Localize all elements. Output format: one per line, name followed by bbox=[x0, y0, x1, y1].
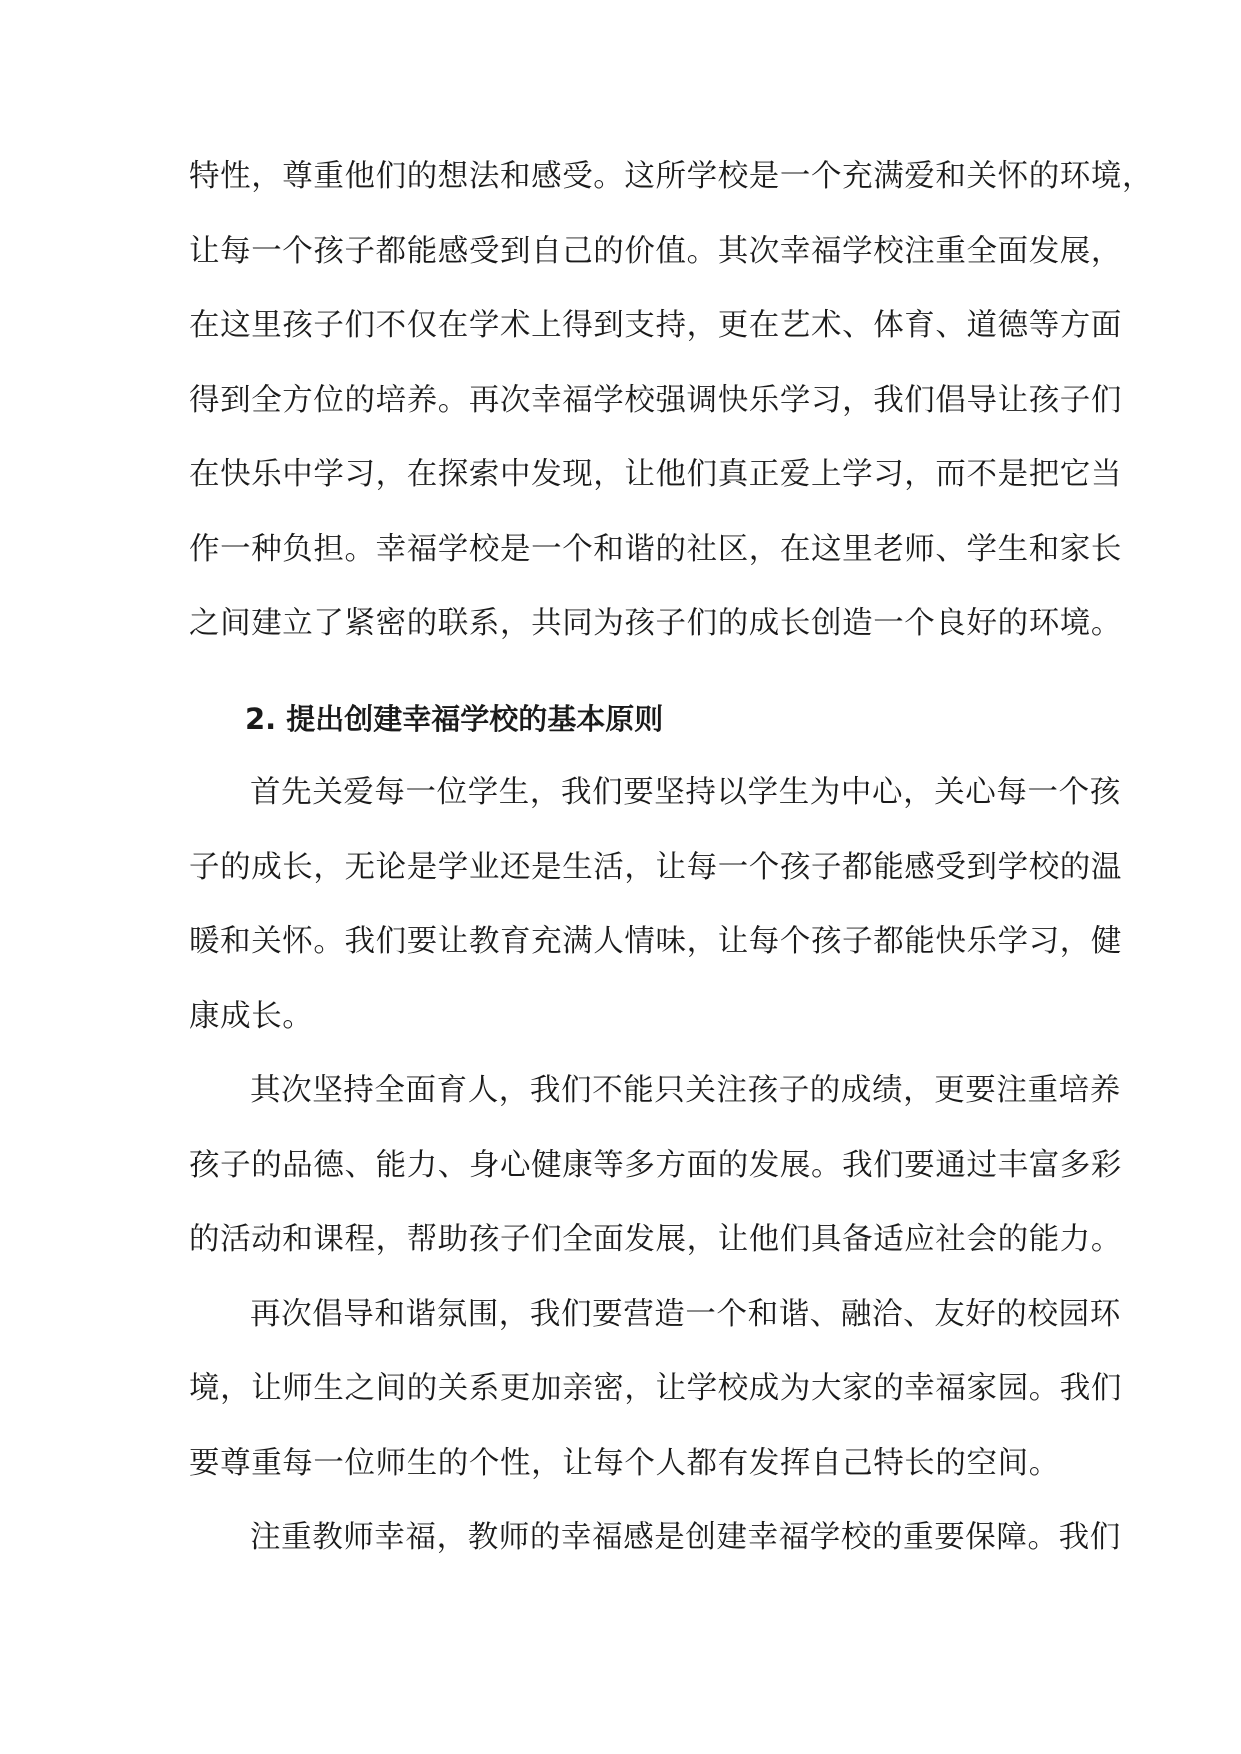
paragraph-4 bbox=[189, 1278, 1122, 1502]
text-line: 再次倡导和谐氛围，我们要营造一个和谐、融洽、友好的校园环 bbox=[250, 1296, 1121, 1332]
text-line: 暖和关怀。我们要让教育充满人情味，让每个孩子都能快乐学习，健 bbox=[189, 924, 1122, 959]
paragraph-2 bbox=[189, 756, 1122, 1054]
document-body bbox=[189, 140, 1154, 1576]
text-line: 得到全方位的培养。再次幸福学校强调快乐学习，我们倡导让孩子们 bbox=[189, 382, 1122, 418]
text-line: 康成长。 bbox=[189, 998, 314, 1034]
text-line: 在快乐中学习，在探索中发现，让他们真正爱上学习，而不是把它当 bbox=[189, 457, 1122, 492]
paragraph-5 bbox=[189, 1501, 1121, 1576]
paragraph-3 bbox=[189, 1054, 1122, 1278]
text-line: 的活动和课程，帮助孩子们全面发展，让他们具备适应社会的能力。 bbox=[189, 1222, 1122, 1257]
text-line: 境，让师生之间的关系更加亲密，让学校成为大家的幸福家园。我们 bbox=[189, 1371, 1122, 1406]
text-line: 作一种负担。幸福学校是一个和谐的社区，在这里老师、学生和家长 bbox=[189, 531, 1122, 567]
text-line: 首先关爱每一位学生，我们要坚持以学生为中心，关心每一个孩 bbox=[250, 775, 1121, 810]
text-line: 其次坚持全面育人，我们不能只关注孩子的成绩，更要注重培养 bbox=[250, 1073, 1121, 1108]
text-line: 让每一个孩子都能感受到自己的价值。其次幸福学校注重全面发展， bbox=[189, 233, 1122, 269]
text-line: 要尊重每一位师生的个性，让每个人都有发挥自己特长的空间。 bbox=[189, 1445, 1060, 1481]
section-heading: 2. 提出创建幸福学校的基本原则 bbox=[245, 701, 664, 736]
text-line: 之间建立了紧密的联系，共同为孩子们的成长创造一个良好的环境。 bbox=[189, 606, 1122, 641]
text-line: 注重教师幸福，教师的幸福感是创建幸福学校的重要保障。我们 bbox=[250, 1520, 1121, 1555]
text-line: 孩子的品德、能力、身心健康等多方面的发展。我们要通过丰富多彩 bbox=[189, 1147, 1122, 1183]
section-spacer bbox=[189, 662, 1054, 682]
text-line: 子的成长，无论是学业还是生活，让每一个孩子都能感受到学校的温 bbox=[189, 849, 1122, 885]
paragraph-1 bbox=[189, 140, 1154, 662]
text-line: 特性，尊重他们的想法和感受。这所学校是一个充满爱和关怀的环境， bbox=[189, 159, 1154, 194]
text-line: 在这里孩子们不仅在学术上得到支持，更在艺术、体育、道德等方面 bbox=[189, 308, 1122, 343]
